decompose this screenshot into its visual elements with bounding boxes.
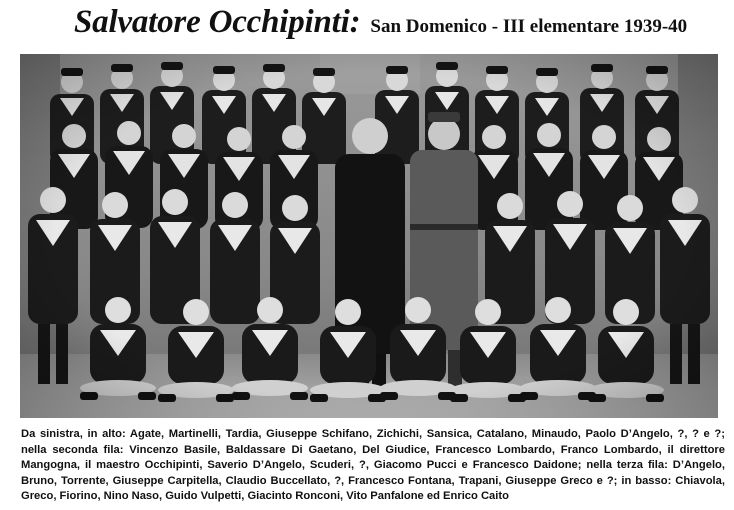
photo-illustration (20, 54, 718, 418)
title-subtitle: San Domenico - III elementare 1939-40 (370, 16, 688, 37)
article-title (74, 4, 724, 44)
title-name: Salvatore Occhipinti: (74, 4, 361, 40)
photo-caption: Da sinistra, in alto: Agate, Martinelli, Tardia, Giuseppe Schifano, Zichichi, Sansica, Catalano, Minaudo, Paolo D’Angelo, ?, ? e ?; nella seconda fila: Vincenzo Basile, Baldassare Di Gaetano, Del Giudice, Francesco Lombardo, Franco Lombardo, il direttore Mangogna, il maestro Occhipinti, Saverio D’Angelo, Scuderi, ?, Giacomo Pucci e Francesco Daidone; nella terza fila: D’Angelo, Bruno, Torrente, Giuseppe Carpitella, Claudio Buccellato, ?, Francesco Fontana, Trapani, Giuseppe Greco e ?; in basso: Chiavola, Greco, Fiorino, Nino Naso, Guido Vulpetti, Giacinto Ronconi, Vito Panfalone ed Enrico Caito (21, 428, 725, 502)
class-photograph (20, 54, 718, 418)
